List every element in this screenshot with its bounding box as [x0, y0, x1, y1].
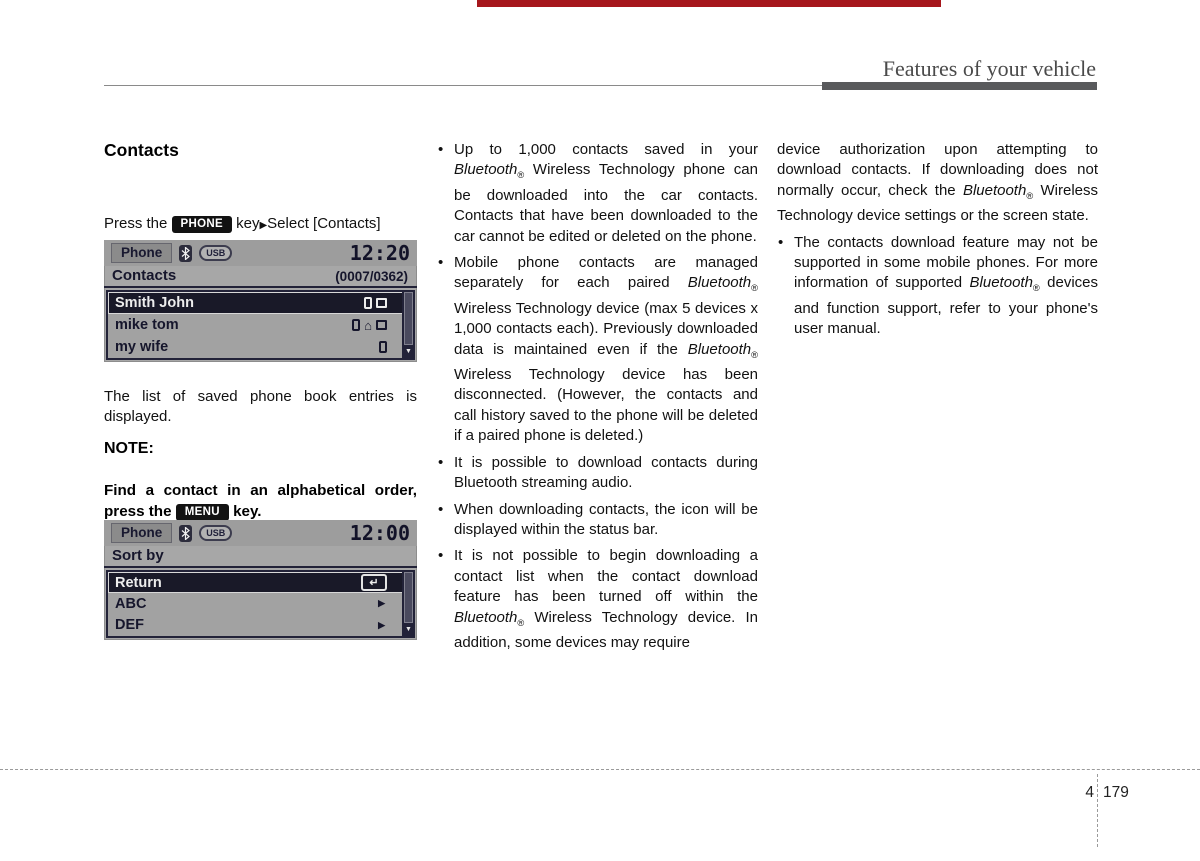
scrollbar: [402, 572, 413, 636]
bullet-item: [437, 453, 758, 494]
instruction-mid: key: [236, 215, 260, 232]
instruction-pre: Press the: [104, 215, 168, 232]
row-icons: [364, 297, 397, 309]
bullet-item: [437, 253, 758, 447]
bullet-item: [437, 500, 758, 541]
bullet-list: [437, 140, 758, 653]
bullet-text: It is possible to download contacts during Bluetooth streaming audio.: [454, 453, 758, 492]
bullet-text: The contacts download feature may not be supported in some mobile phones. For more information of supported Bluetooth$_®$ devices and function support, refer to your phone's user manual.: [794, 233, 1099, 338]
list-row: [108, 593, 413, 614]
list-title: Contacts: [112, 267, 177, 284]
car-display-sort-menu: [104, 520, 417, 640]
scrollbar-thumb: [405, 293, 412, 344]
list-title: Sort by: [112, 547, 164, 564]
usb-badge: USB: [199, 245, 232, 261]
screen-caption: The list of saved phone book entries is displayed.: [104, 388, 417, 426]
scroll-down-icon: ▼: [404, 345, 413, 358]
sim-card-icon: [376, 298, 387, 308]
phone-key-badge: PHONE: [172, 216, 232, 233]
bullet-marker: •: [438, 547, 444, 565]
note-post: key.: [233, 502, 262, 520]
row-label: ABC: [115, 595, 147, 612]
bullet-marker: •: [778, 233, 784, 251]
bullet-list: [777, 233, 1098, 340]
clock-display: 12:00: [349, 521, 410, 545]
note-text: [104, 481, 417, 522]
bullet-text: Mobile phone contacts are managed separately for each paired Bluetooth$_®$ Wireless Technology device (max 5 devices x 1,000 contacts each). Previously downloaded data is maintained even if the Bluetooth$_®$ Wireless Technology device has been disconnected. (However, the contacts and call history saved to the phone will be deleted if a paired phone is deleted.): [454, 254, 758, 445]
continuation-text: device authorization upon attempting to download contacts. If downloading does not normally occur, check the Bluetooth$_®$ Wireless Technology device settings or the screen state.: [777, 141, 1098, 225]
column-left: [104, 132, 417, 792]
column-middle: [437, 140, 758, 659]
footer-dashed-line: [0, 769, 1200, 770]
bullet-item: [437, 546, 758, 653]
header-rule-thick: [822, 82, 1097, 90]
page-number: [1056, 771, 1146, 847]
row-icons: [379, 341, 397, 353]
row-label: DEF: [115, 617, 144, 634]
phone-app-title: Phone: [111, 243, 172, 263]
display-subheader: [104, 266, 417, 288]
list-row: [108, 572, 413, 593]
bullet-text: When downloading contacts, the icon will be displayed within the status bar.: [454, 500, 758, 538]
bullet-text: Up to 1,000 contacts saved in your Bluetooth$_®$ Wireless Technology phone can be downloaded into the car contacts. Contacts that have been downloaded to the car cannot be edited or deleted on the phone.: [454, 141, 758, 245]
top-red-bar: [477, 0, 941, 7]
note-pre: Find a contact in an alphabetical order, press the: [104, 482, 417, 520]
sim-card-icon: [376, 320, 387, 330]
contacts-list: [106, 290, 415, 360]
usb-badge: USB: [199, 525, 232, 541]
note-label: NOTE:: [104, 440, 154, 457]
section-number: 4: [1085, 784, 1094, 801]
display-header: [104, 520, 417, 546]
row-icons: [352, 319, 397, 332]
bluetooth-icon: [179, 525, 192, 542]
column-right: [777, 140, 1098, 346]
phone-app-title: Phone: [111, 523, 172, 543]
list-row: [108, 292, 413, 314]
menu-key-badge: MENU: [176, 504, 229, 521]
list-row: [108, 615, 413, 636]
bullet-marker: •: [438, 254, 444, 272]
display-header: [104, 240, 417, 266]
page-number-value: 179: [1103, 784, 1129, 801]
scrollbar-thumb: [405, 573, 412, 622]
clock-display: 12:20: [349, 241, 410, 265]
list-row: [108, 314, 413, 336]
page-header-title: Features of your vehicle: [882, 56, 1096, 81]
bullet-marker: •: [438, 453, 444, 471]
instruction-text: [104, 213, 417, 236]
header-rule-thin: [104, 85, 823, 86]
select-arrow-icon: ▶: [259, 220, 268, 231]
row-label: Return: [115, 574, 162, 591]
list-row: [108, 336, 413, 358]
chevron-right-icon: ▶: [378, 619, 385, 630]
bullet-marker: •: [438, 141, 444, 158]
bluetooth-icon: [179, 245, 192, 262]
bullet-item: [777, 233, 1098, 340]
row-label: my wife: [115, 339, 169, 355]
chevron-right-icon: ▶: [378, 598, 385, 609]
instruction-post: Select [Contacts]: [267, 215, 381, 232]
mobile-phone-icon: [352, 319, 360, 331]
return-icon: ↵: [361, 574, 387, 591]
mobile-phone-icon: [364, 297, 372, 309]
bullet-text: It is not possible to begin downloading a contact list when the contact download feature has been turned off within the Bluetooth$_®$ Wireless Technology device. In addition, some devices may require: [454, 547, 758, 651]
bullet-marker: •: [438, 500, 444, 518]
contacts-count: (0007/0362): [335, 269, 408, 284]
scrollbar: [402, 292, 413, 358]
car-display-contacts: [104, 240, 417, 362]
home-icon: ⌂: [364, 317, 372, 333]
row-label: Smith John: [115, 295, 194, 311]
display-subheader: [104, 546, 417, 568]
page-number-divider: [1097, 774, 1098, 847]
sort-menu-list: [106, 570, 415, 638]
mobile-phone-icon: [379, 341, 387, 353]
scroll-down-icon: ▼: [404, 623, 413, 636]
bullet-item: [437, 140, 758, 247]
row-label: mike tom: [115, 317, 179, 333]
section-heading: Contacts: [104, 140, 179, 160]
